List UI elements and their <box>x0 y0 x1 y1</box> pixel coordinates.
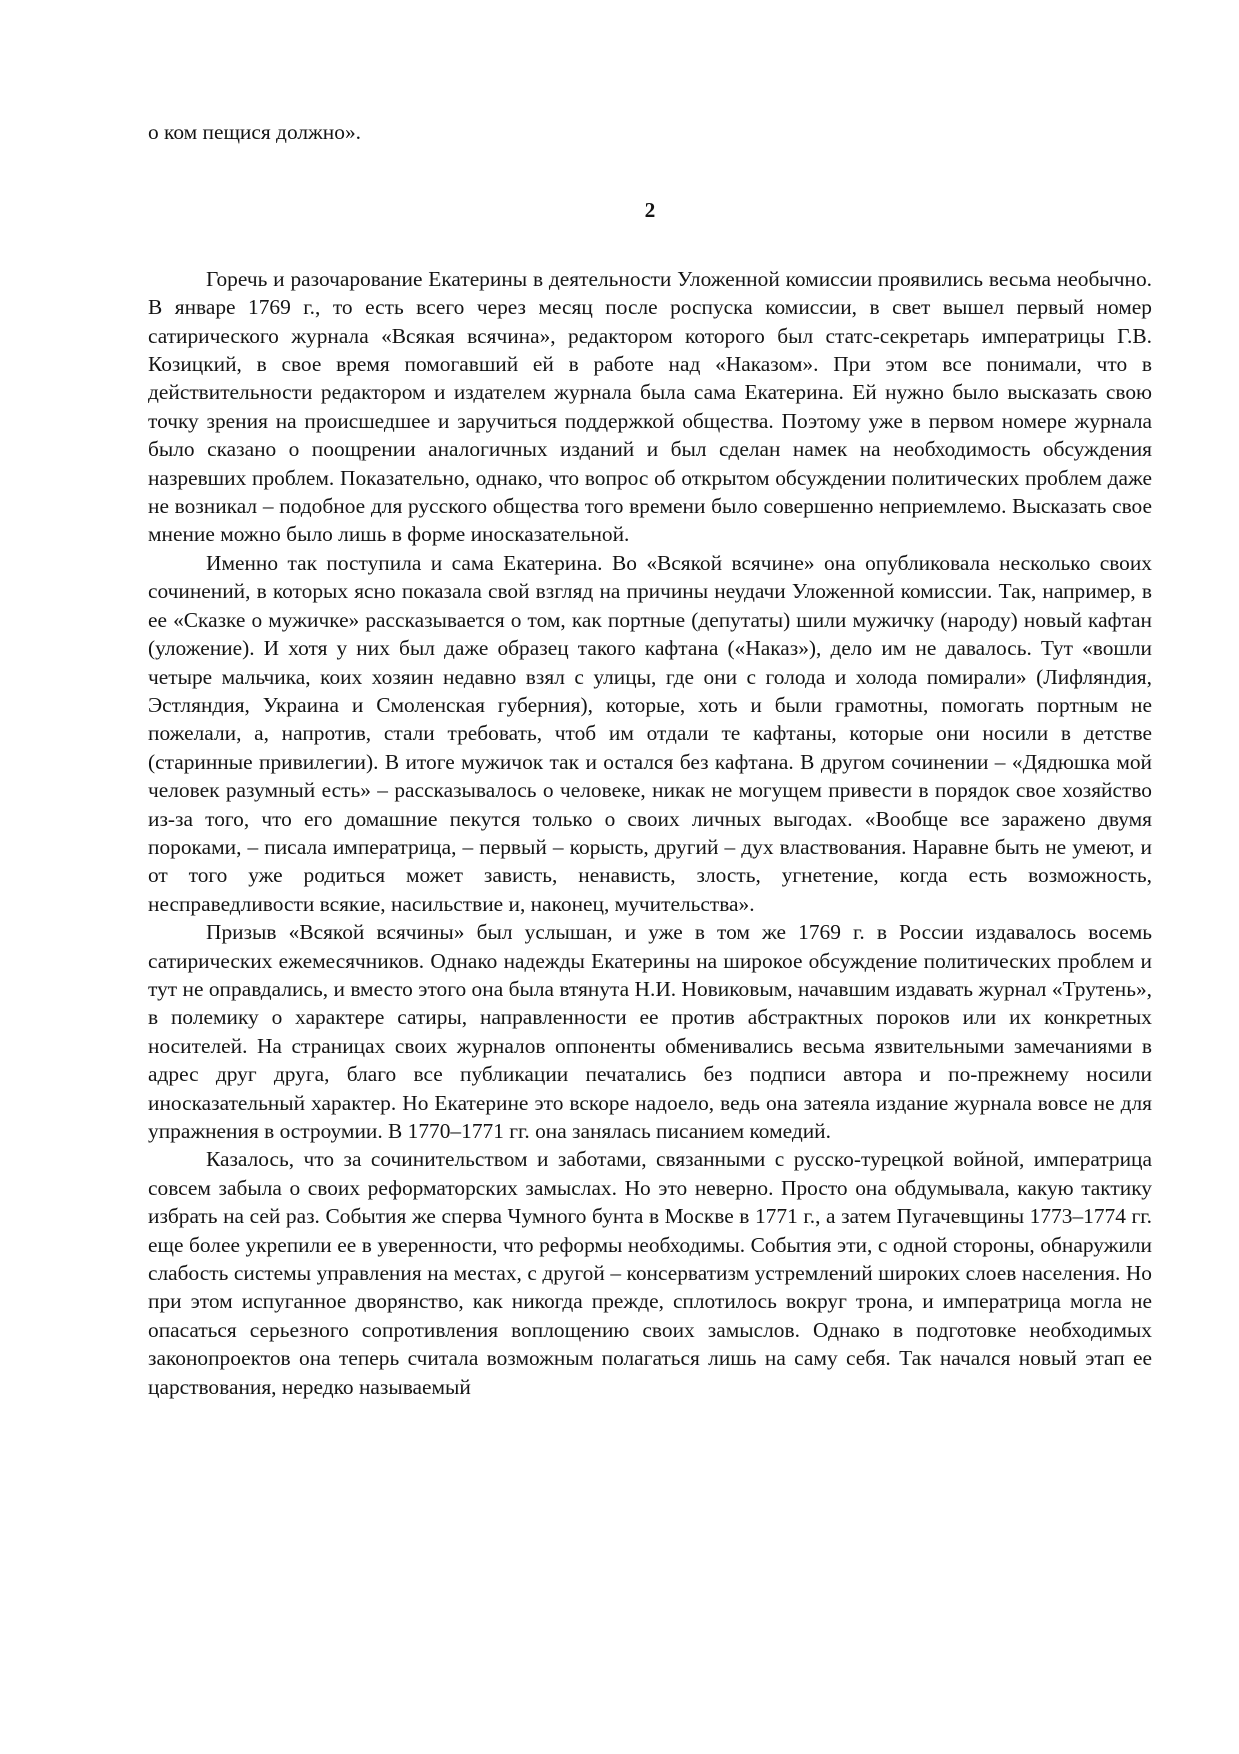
paragraph-3: Призыв «Всякой всячины» был услышан, и уже в том же 1769 г. в России издавалось восемь сатирических ежемесячников. Однако надежды Екатерины на широкое обсуждение политических проблем и тут не оправдались, и вместо этого она была втянута Н.И. Новиковым, начавшим издавать журнал «Трутень», в полемику о характере сатиры, направленности ее против абстрактных пороков или их конкретных носителей. На страницах своих журналов оппоненты обменивались весьма язвительными замечаниями в адрес друг друга, благо все публикации печатались без подписи автора и по-прежнему носили иносказательный характер. Но Екатерине это вскоре надоело, ведь она затеяла издание журнала вовсе не для упражнения в остроумии. В 1770–1771 гг. она занялась писанием комедий. <box>148 920 1152 1143</box>
paragraph-2: Именно так поступила и сама Екатерина. Во «Всякой всячине» она опубликовала несколько своих сочинений, в которых ясно показала свой взгляд на причины неудачи Уложенной комиссии. Так, например, в ее «Сказке о мужичке» рассказывается о том, как портные (депутаты) шили мужичку (народу) новый кафтан (уложение). И хотя у них был даже образец такого кафтана («Наказ»), дело им не давалось. Тут «вошли четыре мальчика, коих хозяин недавно взял с улицы, где они с голода и холода помирали» (Лифляндия, Эстляндия, Украина и Смоленская губерния), которые, хоть и были грамотны, помогать портным не пожелали, а, напротив, стали требовать, чтоб им отдали те кафтаны, которые они носили в детстве (старинные привилегии). В итоге мужичок так и остался без кафтана. В другом сочинении – «Дядюшка мой человек разумный есть» – рассказывалось о человеке, никак не могущем привести в порядок свое хозяйство из-за того, что его домашние пекутся только о своих личных выгодах. «Вообще все заражено двумя пороками, – писала императрица, – первый – корысть, другий – дух властвования. Наравне быть не умеют, и от того уже родиться может зависть, ненависть, злость, угнетение, когда есть возможность, несправедливости всякие, насильствие и, наконец, мучительства». <box>148 550 1152 916</box>
previous-paragraph-ending: о ком пещися должно». <box>148 120 361 144</box>
document-page <box>148 118 1152 1401</box>
paragraph-1: Горечь и разочарование Екатерины в деятельности Уложенной комиссии проявились весьма необычно. В январе 1769 г., то есть всего через месяц после роспуска комиссии, в свет вышел первый номер сатирического журнала «Всякая всячина», редактором которого был статс-секретарь императрицы Г.В. Козицкий, в свое время помогавший ей в работе над «Наказом». При этом все понимали, что в действительности редактором и издателем журнала была сама Екатерина. Ей нужно было высказать свою точку зрения на происшедшее и заручиться поддержкой общества. Поэтому уже в первом номере журнала было сказано о поощрении аналогичных изданий и был сделан намек на необходимость обсуждения назревших проблем. Показательно, однако, что вопрос об открытом обсуждении политических проблем даже не возникал – подобное для русского общества того времени было совершенно неприемлемо. Высказать свое мнение можно было лишь в форме иносказательной. <box>148 266 1152 547</box>
paragraph-4: Казалось, что за сочинительством и заботами, связанными с русско-турецкой войной, императрица совсем забыла о своих реформаторских замыслах. Но это неверно. Просто она обдумывала, какую тактику избрать на сей раз. События же сперва Чумного бунта в Москве в 1771 г., а затем Пугачевщины 1773–1774 гг. еще более укрепили ее в уверенности, что реформы необходимы. События эти, с одной стороны, обнаружили слабость системы управления на местах, с другой – консерватизм устремлений широких слоев населения. Но при этом испуганное дворянство, как никогда прежде, сплотилось вокруг трона, и императрица могла не опасаться серьезного сопротивления воплощению своих замыслов. Однако в подготовке необходимых законопроектов она теперь считала возможным полагаться лишь на саму себя. Так начался новый этап ее царствования, нередко называемый <box>148 1147 1152 1399</box>
body-text <box>148 265 1152 1401</box>
section-number: 2 <box>644 198 656 223</box>
